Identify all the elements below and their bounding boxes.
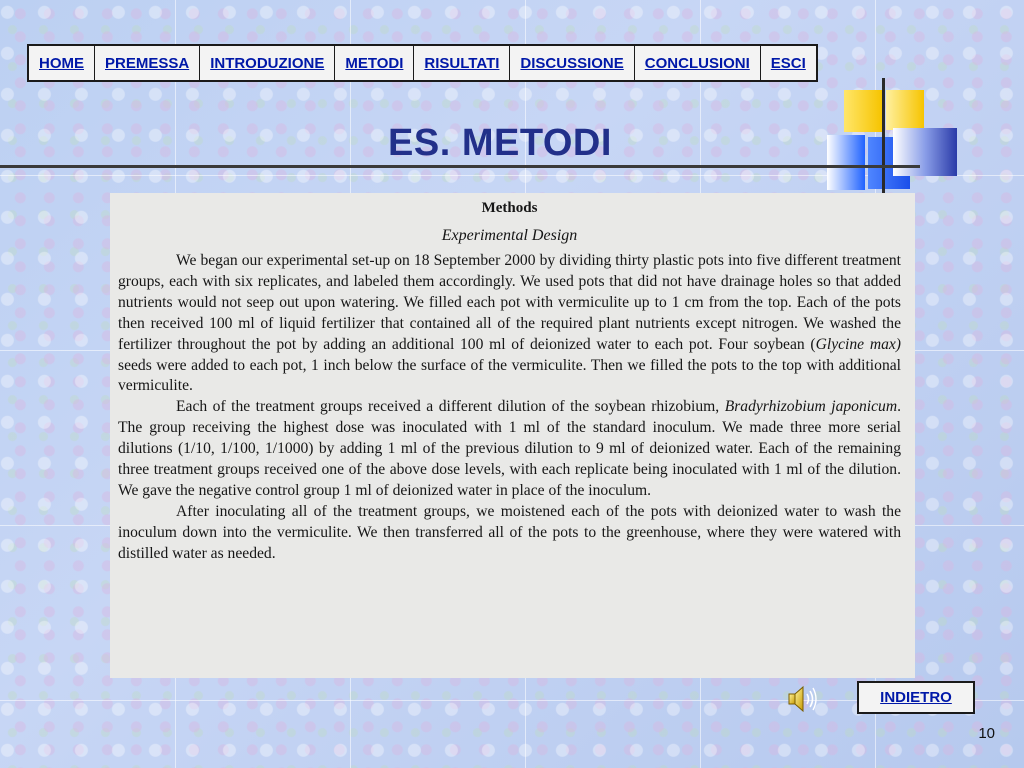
nav-premessa-link[interactable]: PREMESSA (95, 46, 200, 80)
methods-scan-image (110, 193, 915, 678)
nav-conclusioni-link[interactable]: CONCLUSIONI (635, 46, 761, 80)
scan-species-glycine: Glycine max) (815, 335, 901, 353)
scan-paragraph-2 (118, 397, 901, 502)
nav-metodi-link[interactable]: METODI (335, 46, 414, 80)
scan-paragraph-2-end: . The group receiving the highest dose was inoculated with 1 ml of the standard inoculum. We made three more serial dilutions (1/10, 1/100, 1/1000) by adding 1 ml of the previous dilution to 9 ml of deionized water. Each of the remaining three treatment groups received one of the above dose levels, with each replicate being inoculated with 1 ml of the dilution. We gave the negative control group 1 ml of deionized water in place of the inoculum. (118, 398, 901, 499)
back-button[interactable]: INDIETRO (857, 681, 975, 714)
scan-subheading: Experimental Design (441, 227, 578, 244)
scan-paragraph-2-text: Each of the treatment groups received a different dilution of the soybean rhizobium, (176, 398, 725, 416)
scan-paragraph-1-end: seeds were added to each pot, 1 inch below the surface of the vermiculite. Then we filled the pots to the top with additional vermiculite. (118, 356, 901, 395)
nav-home-link[interactable]: HOME (29, 46, 95, 80)
slide-title: ES. METODI (388, 122, 612, 164)
scan-paragraph-1 (118, 251, 901, 397)
scan-species-bradyrhizobium: Bradyrhizobium japonicum (724, 398, 898, 416)
top-navigation (27, 44, 818, 82)
speaker-icon[interactable] (786, 684, 820, 714)
nav-risultati-link[interactable]: RISULTATI (414, 46, 510, 80)
title-underline (0, 165, 920, 168)
scan-heading: Methods (481, 200, 538, 216)
nav-discussione-link[interactable]: DISCUSSIONE (510, 46, 634, 80)
scan-paragraph-1-text: We began our experimental set-up on 18 September 2000 by dividing thirty plastic pots into five different treatment groups, each with six replicates, and labeled them accordingly. We used pots that did not have drainage holes so that added nutrients would not seep out upon watering. We filled each pot with vermiculite up to 1 cm from the top. Each of the pots then received 100 ml of liquid fertilizer that contained all of the required plant nutrients except nitrogen. We washed the fertilizer throughout the pot by adding an additional 100 ml of deionized water to each pot. Four soybean ( (118, 252, 901, 353)
scan-paragraph-3: After inoculating all of the treatment groups, we moistened each of the pots with deionized water to wash the inoculum down into the vermiculite. We then transferred all of the pots to the greenhouse, where they were watered with distilled water as needed. (118, 502, 901, 562)
speaker-icon-graphic (786, 684, 820, 714)
page-number: 10 (978, 725, 995, 742)
nav-esci-link[interactable]: ESCI (770, 54, 806, 72)
nav-introduzione-link[interactable]: INTRODUZIONE (200, 46, 335, 80)
